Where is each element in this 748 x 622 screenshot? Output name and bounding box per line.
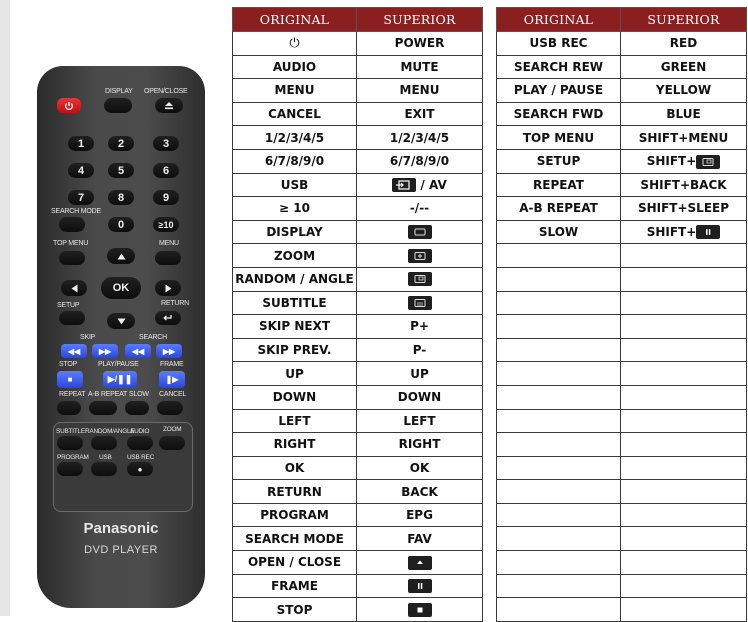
superior-cell [621, 480, 747, 504]
superior-cell [357, 291, 483, 315]
table-row [497, 126, 747, 150]
original-cell [497, 338, 621, 362]
header-original: ORIGINAL [233, 8, 357, 32]
original-text: USB [280, 177, 309, 192]
pause-icon [408, 579, 432, 593]
original-text: FRAME [271, 578, 318, 593]
table-row [497, 79, 747, 103]
key-1: 1 [68, 136, 94, 151]
key-5: 5 [108, 163, 134, 178]
header-superior: SUPERIOR [621, 8, 747, 32]
superior-text: YELLOW [655, 83, 712, 98]
key-2: 2 [108, 136, 134, 151]
table-row [497, 385, 747, 409]
mapping-table-right [496, 7, 747, 622]
superior-cell [621, 338, 747, 362]
superior-cell [621, 126, 747, 150]
superior-cell [621, 32, 747, 56]
original-cell [497, 362, 621, 386]
superior-cell [357, 385, 483, 409]
zoom-label: ZOOM [163, 426, 182, 433]
original-text: DISPLAY [266, 225, 323, 240]
usb-button [91, 462, 117, 476]
table-row [497, 480, 747, 504]
play-pause-label: PLAY/PAUSE [98, 361, 139, 368]
original-cell [233, 244, 357, 268]
model-label: DVD PLAYER [84, 544, 158, 556]
superior-cell [357, 338, 483, 362]
superior-cell [621, 291, 747, 315]
superior-cell [357, 480, 483, 504]
stop-button: ■ [57, 371, 83, 388]
original-cell [233, 149, 357, 173]
superior-text: LEFT [403, 413, 436, 428]
original-cell [497, 267, 621, 291]
original-cell [233, 598, 357, 622]
superior-cell [621, 197, 747, 221]
original-text: SKIP PREV. [257, 343, 332, 358]
superior-text: P- [412, 343, 427, 358]
up-button [107, 248, 135, 264]
right-button [155, 280, 181, 296]
superior-cell [621, 551, 747, 575]
mapping-table-left [232, 7, 483, 622]
superior-cell [621, 315, 747, 339]
table-row [497, 220, 747, 244]
subtitle-label: SUBTITLE [56, 428, 85, 435]
table-row [497, 551, 747, 575]
superior-cell [357, 315, 483, 339]
original-text: PROGRAM [260, 508, 329, 523]
original-cell [497, 244, 621, 268]
superior-text: MUTE [400, 59, 439, 74]
table-row [497, 267, 747, 291]
original-cell [233, 55, 357, 79]
original-text: REPEAT [533, 177, 584, 192]
original-cell [233, 338, 357, 362]
eject-icon [408, 556, 432, 570]
original-cell [497, 385, 621, 409]
superior-cell [357, 551, 483, 575]
search-mode-button [59, 217, 85, 232]
table-row [233, 480, 483, 504]
ab-repeat-label: A-B REPEAT [88, 391, 128, 398]
original-text: 1/2/3/4/5 [264, 130, 325, 145]
original-cell [233, 574, 357, 598]
superior-text: -/-- [409, 201, 430, 216]
original-cell [233, 503, 357, 527]
superior-cell [621, 244, 747, 268]
original-cell [233, 527, 357, 551]
original-cell [497, 197, 621, 221]
angle-icon [696, 155, 720, 169]
table-row [497, 456, 747, 480]
key-7: 7 [68, 190, 94, 205]
table-row [233, 32, 483, 56]
audio-button [127, 436, 153, 450]
key-8: 8 [108, 190, 134, 205]
key-0: 0 [108, 217, 134, 232]
original-cell [233, 32, 357, 56]
table-row [497, 32, 747, 56]
angle-icon [408, 272, 432, 286]
table-row [233, 267, 483, 291]
original-cell [497, 409, 621, 433]
original-cell [233, 480, 357, 504]
original-text: SEARCH MODE [245, 531, 344, 546]
menu-button [155, 251, 181, 265]
original-cell [233, 315, 357, 339]
superior-cell [357, 267, 483, 291]
table-row [497, 102, 747, 126]
usb-rec-label: USB REC [127, 454, 155, 461]
table-row [497, 55, 747, 79]
audio-label: AUDIO [130, 428, 150, 435]
table-row [497, 503, 747, 527]
original-text: LEFT [278, 413, 311, 428]
table-row [233, 126, 483, 150]
key-4: 4 [68, 163, 94, 178]
superior-cell [621, 362, 747, 386]
stop-icon [408, 603, 432, 617]
slow-button [125, 401, 149, 415]
table-row [497, 527, 747, 551]
table-row [497, 574, 747, 598]
search-rew-button: ◀◀ [125, 344, 151, 358]
original-cell [497, 480, 621, 504]
original-text: 6/7/8/9/0 [264, 154, 325, 169]
key-10: ≥10 [153, 217, 179, 232]
table-row [497, 315, 747, 339]
original-cell [497, 433, 621, 457]
random-angle-label: RANDOM/ANGLE [85, 428, 135, 435]
table-row [233, 55, 483, 79]
power-button [57, 98, 81, 113]
original-text: SEARCH FWD [513, 107, 604, 122]
superior-cell [621, 503, 747, 527]
brand-logo: Panasonic [83, 520, 159, 537]
original-text: OK [284, 460, 305, 475]
table-row [233, 385, 483, 409]
pause-icon [696, 225, 720, 239]
original-cell [497, 102, 621, 126]
original-cell [497, 126, 621, 150]
cancel-button [157, 401, 183, 415]
superior-cell [621, 173, 747, 197]
table-row [233, 79, 483, 103]
table-row [497, 291, 747, 315]
table-row [233, 433, 483, 457]
original-text: SEARCH REW [513, 59, 604, 74]
original-text: AUDIO [272, 59, 317, 74]
repeat-button [57, 401, 81, 415]
original-cell [233, 456, 357, 480]
original-text: RIGHT [273, 437, 316, 452]
original-text: STOP [276, 602, 313, 617]
superior-cell [621, 267, 747, 291]
header-original: ORIGINAL [497, 8, 621, 32]
original-cell [497, 173, 621, 197]
table-row [497, 197, 747, 221]
display-icon [408, 225, 432, 239]
search-fwd-button: ▶▶ [156, 344, 182, 358]
original-text: SKIP NEXT [258, 319, 331, 334]
menu-label: MENU [159, 240, 179, 247]
skip-next-button: ▶▶ [92, 344, 118, 358]
table-row [233, 338, 483, 362]
superior-cell [357, 598, 483, 622]
original-text: CANCEL [268, 107, 321, 122]
table-row [497, 244, 747, 268]
superior-text: 1/2/3/4/5 [389, 130, 450, 145]
input-source-icon [392, 178, 416, 192]
table-row [233, 503, 483, 527]
original-cell [497, 574, 621, 598]
search-mode-label: SEARCH MODE [51, 208, 101, 215]
table-row [497, 362, 747, 386]
original-text: RETURN [267, 484, 322, 499]
eject-button [155, 98, 183, 113]
header-superior: SUPERIOR [357, 8, 483, 32]
superior-text: POWER [394, 36, 445, 51]
original-text: SLOW [538, 225, 579, 240]
top-menu-button [59, 251, 85, 265]
table-row [233, 362, 483, 386]
setup-label: SETUP [57, 302, 80, 309]
superior-text: / AV [420, 177, 447, 192]
original-text: ≥ 10 [279, 201, 310, 216]
superior-cell [621, 102, 747, 126]
zoom-button [159, 436, 185, 450]
usb-label: USB [99, 454, 112, 461]
table-row [233, 149, 483, 173]
table-row [233, 197, 483, 221]
stop-label: STOP [59, 361, 78, 368]
superior-text: BACK [401, 484, 438, 499]
remote-control-image [37, 66, 205, 608]
superior-cell [357, 527, 483, 551]
original-text: ZOOM [273, 248, 316, 263]
superior-text: SHIFT+MENU [638, 130, 729, 145]
superior-cell [357, 574, 483, 598]
original-cell [233, 409, 357, 433]
original-cell [497, 551, 621, 575]
superior-text: EXIT [404, 107, 435, 122]
table-row [497, 598, 747, 622]
random-angle-button [91, 436, 117, 450]
display-button [104, 98, 132, 113]
superior-cell [357, 197, 483, 221]
open-close-label: OPEN/CLOSE [144, 88, 188, 95]
original-cell [497, 456, 621, 480]
superior-cell [621, 456, 747, 480]
usb-rec-button: ● [127, 462, 153, 476]
superior-cell [621, 79, 747, 103]
superior-cell [621, 149, 747, 173]
table-row [233, 598, 483, 622]
superior-cell [357, 244, 483, 268]
superior-cell [621, 598, 747, 622]
original-cell [233, 126, 357, 150]
original-cell [497, 79, 621, 103]
table-row [233, 409, 483, 433]
table-row [233, 220, 483, 244]
frame-button: ❚▶ [159, 371, 185, 388]
superior-cell [357, 102, 483, 126]
subtitle-icon [408, 296, 432, 310]
superior-cell [357, 433, 483, 457]
original-cell [233, 433, 357, 457]
original-text: USB REC [529, 36, 588, 51]
superior-text: FAV [407, 531, 432, 546]
superior-text: RIGHT [398, 437, 441, 452]
superior-cell [357, 55, 483, 79]
cancel-label: CANCEL [159, 391, 187, 398]
table-row [233, 102, 483, 126]
superior-text: GREEN [660, 59, 707, 74]
table-row [497, 433, 747, 457]
original-text: DOWN [272, 390, 317, 405]
superior-cell [621, 409, 747, 433]
superior-cell [357, 409, 483, 433]
original-cell [233, 220, 357, 244]
superior-cell [621, 433, 747, 457]
superior-text: P+ [410, 319, 429, 334]
superior-text: UP [410, 366, 429, 381]
slow-label: SLOW [129, 391, 149, 398]
superior-cell [357, 32, 483, 56]
key-9: 9 [153, 190, 179, 205]
original-cell [233, 551, 357, 575]
original-cell [497, 32, 621, 56]
ab-repeat-button [89, 401, 117, 415]
superior-text: SHIFT+ [646, 154, 697, 169]
original-cell [233, 362, 357, 386]
table-row [233, 527, 483, 551]
superior-cell [621, 55, 747, 79]
superior-text: SHIFT+SLEEP [637, 201, 730, 216]
return-button [155, 311, 181, 325]
superior-text: 6/7/8/9/0 [389, 154, 450, 169]
original-cell [233, 197, 357, 221]
original-cell [497, 527, 621, 551]
top-menu-label: TOP MENU [53, 240, 89, 247]
superior-text: BLUE [666, 107, 701, 122]
original-text: TOP MENU [522, 130, 595, 145]
table-row [497, 173, 747, 197]
superior-cell [621, 385, 747, 409]
table-row [233, 291, 483, 315]
superior-cell [357, 149, 483, 173]
superior-text: RED [669, 36, 698, 51]
superior-text: DOWN [397, 390, 442, 405]
original-cell [497, 503, 621, 527]
original-cell [497, 55, 621, 79]
program-label: PROGRAM [57, 454, 89, 461]
table-row [233, 244, 483, 268]
superior-cell [621, 574, 747, 598]
original-cell [497, 149, 621, 173]
table-row [497, 409, 747, 433]
original-cell [497, 598, 621, 622]
skip-prev-button: ◀◀ [61, 344, 87, 358]
table-row [233, 173, 483, 197]
key-6: 6 [153, 163, 179, 178]
play-pause-button: ▶/❚❚ [103, 371, 137, 388]
superior-text: EPG [406, 508, 433, 523]
superior-cell [357, 79, 483, 103]
display-label: DISPLAY [105, 88, 133, 95]
subtitle-button [57, 436, 83, 450]
frame-label: FRAME [160, 361, 184, 368]
original-text: RANDOM / ANGLE [235, 272, 354, 287]
original-cell [233, 267, 357, 291]
superior-text: SHIFT+ [646, 224, 697, 239]
down-button [107, 313, 135, 329]
superior-cell [357, 456, 483, 480]
superior-text: SHIFT+BACK [640, 177, 727, 192]
superior-cell [357, 126, 483, 150]
original-cell [497, 220, 621, 244]
original-text: A-B REPEAT [519, 201, 598, 216]
original-text: OPEN / CLOSE [247, 555, 342, 570]
table-row [233, 315, 483, 339]
search-label: SEARCH [139, 334, 167, 341]
program-button [57, 462, 83, 476]
original-text: SETUP [536, 154, 581, 169]
superior-text: MENU [399, 83, 440, 98]
superior-cell [621, 220, 747, 244]
superior-cell [357, 503, 483, 527]
setup-button [59, 311, 85, 325]
original-cell [497, 315, 621, 339]
original-text: ⏻ [289, 35, 300, 51]
table-row [233, 551, 483, 575]
ok-button: OK [101, 277, 141, 299]
superior-cell [357, 362, 483, 386]
original-cell [233, 291, 357, 315]
zoom-icon [408, 249, 432, 263]
table-row [233, 456, 483, 480]
skip-label: SKIP [80, 334, 96, 341]
table-row [497, 149, 747, 173]
superior-text: OK [409, 460, 430, 475]
repeat-label: REPEAT [59, 391, 86, 398]
return-label: RETURN [161, 300, 189, 307]
left-button [61, 280, 87, 296]
original-cell [497, 291, 621, 315]
key-3: 3 [153, 136, 179, 151]
original-text: UP [285, 366, 304, 381]
page-edge [0, 0, 10, 616]
table-row [233, 574, 483, 598]
superior-cell [357, 220, 483, 244]
original-cell [233, 79, 357, 103]
table-row [497, 338, 747, 362]
original-cell [233, 173, 357, 197]
superior-cell [357, 173, 483, 197]
superior-cell [621, 527, 747, 551]
original-cell [233, 102, 357, 126]
original-text: PLAY / PAUSE [513, 83, 604, 98]
original-text: SUBTITLE [262, 295, 327, 310]
original-text: MENU [274, 83, 315, 98]
original-cell [233, 385, 357, 409]
